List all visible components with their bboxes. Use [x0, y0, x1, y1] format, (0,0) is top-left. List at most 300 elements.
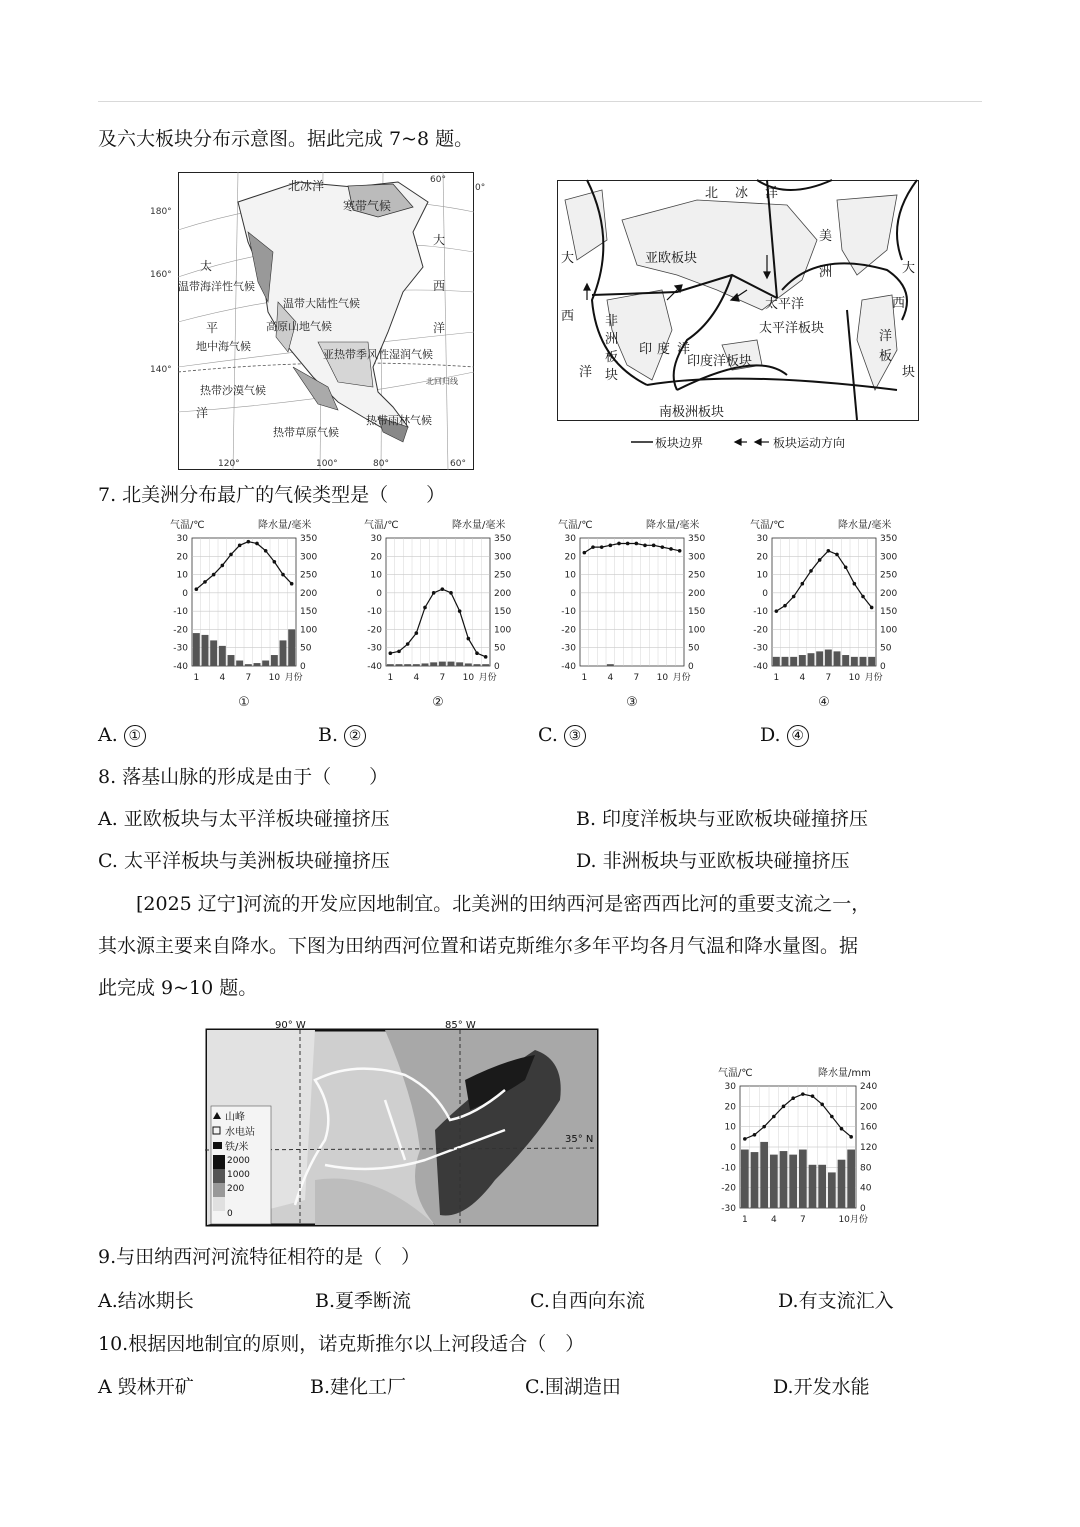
- plate-label: 块: [902, 365, 916, 380]
- precip-tick-label: 150: [880, 607, 898, 618]
- q10-option-a[interactable]: A 毁林开矿: [98, 1376, 194, 1398]
- temp-tick-label: -30: [561, 643, 576, 654]
- temp-point: [818, 558, 822, 562]
- q7-option-d[interactable]: [760, 724, 809, 747]
- precip-bar: [780, 1151, 788, 1208]
- temp-point: [762, 1125, 766, 1129]
- precip-bar: [236, 661, 243, 666]
- temp-tick-label: 0: [376, 588, 382, 599]
- temp-axis-label: 气温/℃: [558, 520, 593, 531]
- temp-tick-label: -40: [367, 662, 382, 672]
- temp-tick-label: 10: [370, 570, 382, 581]
- month-tick-label: 1: [581, 673, 588, 683]
- q10-option-b[interactable]: B.建化工厂: [310, 1376, 407, 1398]
- precip-bar: [847, 1150, 855, 1208]
- temp-tick-label: -40: [561, 662, 576, 672]
- precip-bar: [245, 664, 252, 666]
- temp-axis-label: 气温/℃: [364, 520, 399, 531]
- plate-label: 洋: [579, 365, 593, 380]
- q8-option-c[interactable]: C. 太平洋板块与美洲板块碰撞挤压: [98, 850, 390, 872]
- legend-boundary: 板块边界: [655, 436, 704, 450]
- temp-tick-label: -40: [173, 662, 188, 672]
- precip-axis-label: 降水量/毫米: [838, 520, 892, 531]
- tropic-label: 北回归线: [426, 377, 458, 386]
- precip-axis-label: 降水量/毫米: [646, 520, 700, 531]
- precip-bar: [851, 657, 858, 666]
- temp-tick-label: 30: [756, 534, 768, 544]
- precip-tick-label: 300: [880, 552, 898, 563]
- precip-tick-label: 250: [300, 570, 318, 581]
- month-axis-label: 月份: [864, 673, 883, 683]
- precip-bar: [818, 1165, 826, 1208]
- month-tick-label: 4: [799, 673, 806, 683]
- map-label: 地中海气候: [196, 340, 251, 353]
- precip-bar: [773, 657, 780, 666]
- temp-tick-label: 0: [730, 1143, 736, 1153]
- plate-map: [557, 180, 919, 452]
- precip-bar: [799, 655, 806, 666]
- plate-label: 印度洋板块: [687, 354, 753, 369]
- precip-bar: [482, 664, 489, 666]
- month-axis-label: 月份: [672, 673, 691, 683]
- plate-label: 洋: [677, 342, 691, 357]
- temp-axis-label: 气温/℃: [718, 1068, 753, 1079]
- passage-line-3: 此完成 9~10 题。: [98, 977, 258, 999]
- temp-point: [617, 542, 621, 546]
- precip-bar: [751, 1152, 759, 1208]
- temp-point: [264, 549, 268, 553]
- plate-label: 美: [819, 229, 833, 244]
- precip-bar: [808, 653, 815, 666]
- map-label: 洋: [196, 406, 209, 420]
- temp-point: [820, 1103, 824, 1107]
- temp-point: [849, 1135, 853, 1139]
- temp-tick-label: -10: [173, 607, 188, 618]
- month-tick-label: 10: [268, 673, 281, 683]
- climate-chart-4: [748, 516, 938, 712]
- precip-bar: [193, 633, 200, 666]
- q7-option-a[interactable]: [98, 724, 146, 747]
- precip-tick-label: 150: [688, 607, 706, 618]
- elev-label: 1000: [227, 1170, 250, 1180]
- precip-tick-label: 100: [688, 625, 706, 636]
- q10-option-d[interactable]: D.开发水能: [773, 1376, 870, 1398]
- month-axis-label: 10月份: [838, 1215, 868, 1225]
- temp-point: [203, 580, 207, 584]
- month-tick-label: 10: [848, 673, 861, 683]
- chart-title: ③: [626, 695, 638, 710]
- temp-point: [441, 587, 445, 591]
- temp-point: [591, 545, 595, 549]
- precip-bar: [430, 662, 437, 666]
- temp-point: [281, 573, 285, 577]
- precip-bar: [271, 655, 278, 666]
- q8-option-d[interactable]: D. 非洲板块与亚欧板块碰撞挤压: [576, 850, 850, 872]
- precip-bar: [860, 657, 867, 666]
- precip-tick-label: 0: [860, 1204, 866, 1214]
- q8-option-b[interactable]: B. 印度洋板块与亚欧板块碰撞挤压: [576, 808, 869, 830]
- precip-bar: [782, 657, 789, 666]
- option-mark: ③: [564, 725, 586, 747]
- legend-motion: 板块运动方向: [773, 436, 846, 450]
- precip-tick-label: 0: [300, 662, 306, 672]
- temp-point: [247, 540, 251, 544]
- plate-label: 洲: [605, 332, 619, 347]
- precip-tick-label: 250: [880, 570, 898, 581]
- q9-option-c[interactable]: C.自西向东流: [530, 1290, 645, 1312]
- precip-bar: [790, 657, 797, 666]
- month-tick-label: 4: [413, 673, 420, 683]
- precip-tick-label: 200: [880, 588, 898, 599]
- temp-point: [809, 569, 813, 573]
- plate-label: 北: [705, 186, 719, 201]
- plate-label: 非: [605, 314, 619, 329]
- plate-label: 冰: [735, 186, 749, 201]
- precip-axis-label: 降水量/毫米: [258, 520, 312, 531]
- temp-point: [678, 549, 682, 553]
- lon-tick: 100°: [316, 459, 338, 469]
- plate-label: 洋: [765, 186, 779, 201]
- temp-point: [861, 595, 865, 599]
- elev-label: 0: [227, 1209, 233, 1219]
- temp-point: [221, 564, 225, 568]
- temp-point: [273, 560, 277, 564]
- temp-tick-label: -20: [561, 625, 576, 636]
- chart-title: ①: [238, 695, 250, 710]
- q10-stem: 10.根据因地制宜的原则，诺克斯推尔以上河段适合（ ）: [98, 1333, 585, 1355]
- temp-point: [782, 1105, 786, 1109]
- map-label: 平: [206, 321, 219, 335]
- plate-label: 洋: [879, 329, 893, 344]
- temp-point: [870, 606, 874, 610]
- precip-tick-label: 120: [860, 1143, 878, 1153]
- precip-tick-label: 50: [880, 643, 892, 654]
- option-mark: ①: [124, 725, 146, 747]
- temp-tick-label: 20: [756, 552, 768, 563]
- q10-option-c[interactable]: C.围湖造田: [525, 1376, 621, 1398]
- temp-point: [458, 609, 462, 613]
- elev-label: 2000: [227, 1156, 250, 1166]
- precip-bar: [828, 1172, 836, 1208]
- precip-tick-label: 100: [300, 625, 318, 636]
- precip-tick-label: 150: [494, 607, 512, 618]
- precip-tick-label: 50: [688, 643, 700, 654]
- map-label: 寒带气候: [343, 199, 392, 213]
- map-label: 太: [200, 259, 213, 273]
- precip-bar: [809, 1165, 817, 1208]
- temp-point: [626, 542, 630, 546]
- month-axis-label: 月份: [284, 673, 303, 683]
- option-mark: ②: [344, 725, 366, 747]
- temp-tick-label: -10: [367, 607, 382, 618]
- precip-tick-label: 200: [494, 588, 512, 599]
- plate-label: 西: [561, 309, 575, 324]
- temp-point: [830, 1115, 834, 1119]
- plate-label: 板: [605, 350, 619, 365]
- temp-point: [484, 655, 488, 659]
- temp-tick-label: -40: [753, 662, 768, 672]
- plate-label: 块: [605, 368, 619, 383]
- precip-tick-label: 300: [494, 552, 512, 563]
- lon-tick: 80°: [373, 459, 389, 469]
- q7-option-b[interactable]: [318, 724, 366, 747]
- temp-point: [775, 609, 779, 613]
- temp-point: [389, 651, 393, 655]
- temp-tick-label: -10: [721, 1163, 736, 1174]
- precip-bar: [387, 664, 394, 666]
- precip-bar: [288, 629, 295, 666]
- temp-point: [844, 565, 848, 569]
- lon-label: 85° W: [445, 1020, 476, 1031]
- temp-point: [791, 1096, 795, 1100]
- temp-tick-label: -20: [721, 1183, 736, 1194]
- precip-bar: [439, 662, 446, 666]
- map-label: 洋: [433, 321, 446, 335]
- precip-tick-label: 350: [880, 534, 898, 544]
- precip-tick-label: 250: [688, 570, 706, 581]
- precip-tick-label: 350: [688, 534, 706, 544]
- precip-tick-label: 160: [860, 1122, 878, 1133]
- temp-tick-label: 0: [570, 588, 576, 599]
- map-label: 温带大陆性气候: [283, 297, 360, 310]
- q9-option-a[interactable]: A.结冰期长: [98, 1290, 194, 1312]
- temp-tick-label: 30: [564, 534, 576, 544]
- temp-point: [840, 1127, 844, 1131]
- month-tick-label: 1: [193, 673, 200, 683]
- map-label: 温带海洋性气候: [178, 280, 255, 293]
- intro-line: 及六大板块分布示意图。据此完成 7~8 题。: [98, 128, 474, 150]
- precip-bar: [396, 664, 403, 666]
- plate-label: 洲: [819, 265, 833, 280]
- temp-tick-label: -30: [721, 1204, 736, 1214]
- temp-point: [792, 595, 796, 599]
- temp-tick-label: 10: [756, 570, 768, 581]
- precip-bar: [789, 1155, 797, 1208]
- precip-tick-label: 150: [300, 607, 318, 618]
- temp-point: [195, 587, 199, 591]
- option-letter: D.: [760, 724, 781, 746]
- temp-tick-label: 20: [370, 552, 382, 563]
- plate-label: 印: [639, 342, 653, 357]
- q9-stem: 9.与田纳西河河流特征相符的是（ ）: [98, 1246, 421, 1268]
- temp-point: [475, 651, 479, 655]
- legend-item: 山峰: [225, 1112, 245, 1123]
- plate-label: 太平洋板块: [759, 321, 825, 336]
- q7-stem: 7. 北美洲分布最广的气候类型是（ ）: [98, 484, 446, 506]
- temp-point: [661, 545, 665, 549]
- q9-option-b[interactable]: B.夏季断流: [315, 1290, 412, 1312]
- chart-title: ②: [432, 695, 444, 710]
- temp-point: [609, 544, 613, 548]
- temp-tick-label: 0: [762, 588, 768, 599]
- temp-tick-label: -20: [753, 625, 768, 636]
- map-label: 高原山地气候: [266, 320, 332, 333]
- month-tick-label: 7: [439, 673, 446, 683]
- precip-bar: [741, 1150, 749, 1208]
- q7-option-c[interactable]: [538, 724, 586, 747]
- temp-tick-label: 30: [724, 1082, 736, 1092]
- temp-point: [743, 1137, 747, 1141]
- temp-tick-label: 20: [176, 552, 188, 563]
- temp-point: [801, 582, 805, 586]
- plate-label: 太平洋: [765, 297, 805, 312]
- precip-bar: [422, 663, 429, 666]
- precip-tick-label: 40: [860, 1183, 872, 1194]
- temp-tick-label: 30: [176, 534, 188, 544]
- temp-tick-label: 10: [564, 570, 576, 581]
- month-tick-label: 10: [656, 673, 669, 683]
- passage-line-2: 其水源主要来自降水。下图为田纳西河位置和诺克斯维尔多年平均各月气温和降水量图。据: [98, 935, 859, 957]
- climate-chart-3: [556, 516, 746, 712]
- knoxville-chart: [712, 1064, 902, 1230]
- temp-tick-label: -10: [753, 607, 768, 618]
- temp-axis-label: 气温/℃: [750, 520, 785, 531]
- precip-bar: [465, 663, 472, 666]
- precip-axis-label: 降水量/mm: [818, 1068, 871, 1079]
- month-tick-label: 4: [219, 673, 226, 683]
- plate-label: 大: [902, 261, 916, 276]
- precip-tick-label: 200: [300, 588, 318, 599]
- precip-tick-label: 80: [860, 1163, 872, 1174]
- month-tick-label: 1: [387, 673, 394, 683]
- temp-axis-label: 气温/℃: [170, 520, 205, 531]
- lon-label: 90° W: [275, 1020, 306, 1031]
- month-tick-label: 4: [770, 1215, 777, 1225]
- map-label: 大: [433, 233, 446, 247]
- temp-point: [753, 1133, 757, 1137]
- temp-point: [801, 1092, 805, 1096]
- legend-item: 水电站: [225, 1127, 255, 1138]
- precip-tick-label: 0: [880, 662, 886, 672]
- plate-label: 西: [892, 296, 906, 311]
- temp-point: [643, 544, 647, 548]
- plate-label: 南极洲板块: [659, 405, 725, 420]
- map-label: 北冰洋: [288, 179, 325, 193]
- lon-tick: 120°: [218, 459, 240, 469]
- temp-tick-label: -30: [173, 643, 188, 654]
- plate-label: 度: [657, 342, 671, 357]
- precip-bar: [760, 1142, 768, 1208]
- precip-bar: [799, 1150, 807, 1208]
- temp-point: [652, 544, 656, 548]
- temp-point: [238, 544, 242, 548]
- temp-point: [290, 582, 294, 586]
- climate-chart-1: [168, 516, 358, 712]
- climate-chart-2: [362, 516, 552, 712]
- temp-tick-label: 30: [370, 534, 382, 544]
- temp-point: [600, 545, 604, 549]
- precip-bar: [210, 640, 217, 666]
- lon-tick: 140°: [150, 365, 172, 375]
- precip-bar: [219, 646, 226, 666]
- temp-tick-label: -20: [173, 625, 188, 636]
- chart-title: ④: [818, 695, 830, 710]
- precip-bar: [280, 640, 287, 666]
- precip-axis-label: 降水量/毫米: [452, 520, 506, 531]
- temp-point: [423, 606, 427, 610]
- month-tick-label: 7: [825, 673, 832, 683]
- temp-point: [772, 1115, 776, 1119]
- temp-point: [406, 642, 410, 646]
- temp-point: [783, 604, 787, 608]
- temp-tick-label: -30: [753, 643, 768, 654]
- tennessee-map: [205, 1020, 601, 1228]
- precip-tick-label: 240: [860, 1082, 878, 1092]
- precip-bar: [838, 1160, 846, 1208]
- precip-bar: [770, 1155, 778, 1208]
- temp-tick-label: 20: [724, 1102, 736, 1113]
- plate-label: 板: [879, 349, 893, 364]
- lon-tick: 60°: [450, 459, 466, 469]
- precip-tick-label: 0: [494, 662, 500, 672]
- temp-point: [827, 549, 831, 553]
- q8-stem: 8. 落基山脉的形成是由于（ ）: [98, 766, 389, 788]
- lat-tick: 60°: [430, 175, 446, 185]
- precip-bar: [816, 651, 823, 666]
- map-label: 亚热带季风性湿润气候: [323, 348, 433, 361]
- temp-tick-label: 10: [176, 570, 188, 581]
- temp-tick-label: -10: [561, 607, 576, 618]
- month-tick-label: 1: [773, 673, 780, 683]
- month-tick-label: 7: [799, 1215, 806, 1225]
- precip-bar: [202, 635, 209, 666]
- temp-point: [229, 553, 233, 557]
- temp-point: [635, 542, 639, 546]
- temp-point: [397, 650, 401, 654]
- option-letter: C.: [538, 724, 558, 746]
- precip-bar: [404, 664, 411, 666]
- temp-tick-label: -20: [367, 625, 382, 636]
- map-label: 热带雨林气候: [366, 414, 432, 427]
- temp-tick-label: -30: [367, 643, 382, 654]
- map-label: 热带沙漠气候: [200, 384, 266, 397]
- precip-bar: [607, 664, 614, 666]
- precip-tick-label: 50: [494, 643, 506, 654]
- elevation-icon: [213, 1142, 222, 1149]
- q8-option-a[interactable]: A. 亚欧板块与太平洋板块碰撞挤压: [98, 808, 390, 830]
- precip-bar: [842, 655, 849, 666]
- precip-bar: [262, 661, 269, 666]
- map-label: 热带草原气候: [273, 426, 339, 439]
- temp-point: [415, 631, 419, 635]
- precip-bar: [825, 650, 832, 666]
- precip-bar: [456, 662, 463, 666]
- q9-option-d[interactable]: D.有支流汇入: [778, 1290, 894, 1312]
- option-letter: B.: [318, 724, 339, 746]
- precip-bar: [254, 663, 261, 666]
- option-letter: A.: [98, 724, 118, 746]
- temp-point: [212, 573, 216, 577]
- temp-tick-label: 10: [724, 1122, 736, 1133]
- temp-point: [669, 547, 673, 551]
- precip-tick-label: 100: [880, 625, 898, 636]
- precip-bar: [413, 664, 420, 666]
- precip-tick-label: 100: [494, 625, 512, 636]
- precip-tick-label: 350: [300, 534, 318, 544]
- elev-label: 200: [227, 1184, 245, 1194]
- month-tick-label: 10: [462, 673, 475, 683]
- precip-bar: [474, 664, 481, 666]
- temp-point: [811, 1094, 815, 1098]
- temp-point: [467, 637, 471, 641]
- temp-point: [583, 551, 587, 555]
- precip-tick-label: 300: [688, 552, 706, 563]
- month-tick-label: 7: [245, 673, 252, 683]
- map-label: 西: [433, 279, 446, 293]
- precip-bar: [448, 662, 455, 666]
- plate-label: 亚欧板块: [645, 251, 698, 266]
- temp-point: [449, 591, 453, 595]
